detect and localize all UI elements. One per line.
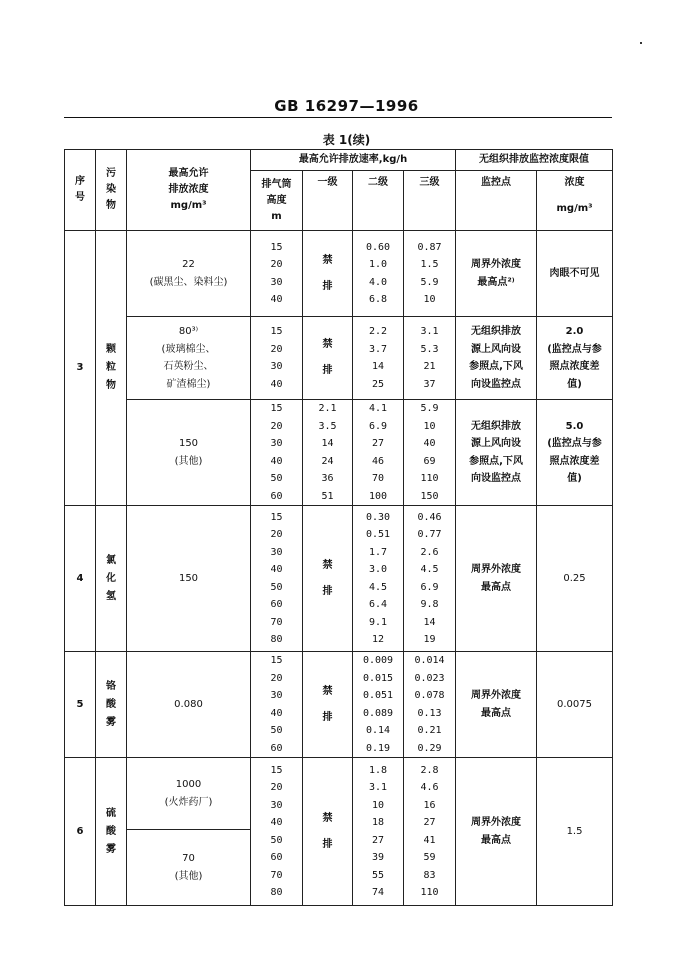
row-pollutant xyxy=(96,506,127,652)
cell-line: (玻璃棉尘、 xyxy=(161,343,216,355)
cell-line: 禁 xyxy=(322,812,333,824)
cell-line: 周界外浓度 xyxy=(471,259,522,270)
cell-line: 0.60 xyxy=(365,241,391,253)
grade1-cell xyxy=(303,317,353,400)
cell-line: 源上风向设 xyxy=(471,438,522,449)
cell-line: 30 xyxy=(270,276,283,288)
cell-line: 70 xyxy=(371,473,385,484)
max-concentration-cell xyxy=(127,758,251,830)
cell-line: 禁 xyxy=(322,339,333,350)
cell-line: 69 xyxy=(423,455,436,467)
cell-line: 3.7 xyxy=(368,343,388,355)
cell-line: 0.19 xyxy=(365,742,391,754)
cell-line: 肉眼不可见 xyxy=(549,267,600,279)
stack-height-cell xyxy=(251,317,303,400)
cell-line: 酸 xyxy=(106,825,116,837)
cell-line: 颗 xyxy=(106,344,116,355)
max-concentration-cell xyxy=(127,317,251,400)
cell-line: 3.1 xyxy=(368,782,388,793)
cell-line: 41 xyxy=(423,834,436,846)
cell-line: 最高点 xyxy=(481,707,512,719)
cell-line: 30 xyxy=(270,799,283,811)
header-pollutant xyxy=(96,150,127,231)
header-concentration: 浓度 mg/m³ xyxy=(537,171,613,231)
header-rule xyxy=(64,117,612,118)
monitor-point-cell xyxy=(456,231,537,317)
concentration-limit-cell xyxy=(537,506,613,652)
cell-line: 70 xyxy=(270,616,283,628)
cell-line: 0.051 xyxy=(362,690,394,701)
cell-line: 55 xyxy=(371,869,385,881)
cell-line: (其他) xyxy=(174,455,203,467)
cell-line: 60 xyxy=(270,490,283,502)
cell-line: 0.089 xyxy=(362,707,394,719)
cell-line: 物 xyxy=(106,200,116,211)
cell-line: 硫 xyxy=(106,807,116,819)
cell-line: 60 xyxy=(270,852,283,863)
cell-line: 20 xyxy=(270,529,283,540)
header-grade2: 二级 xyxy=(353,171,404,231)
cell-line: 0.21 xyxy=(417,725,442,736)
cell-line: 排 xyxy=(322,365,333,376)
cell-line: 0.009 xyxy=(362,655,394,666)
cell-line: 0.023 xyxy=(414,672,445,684)
cell-line: 36 xyxy=(321,473,334,484)
cell-line: 60 xyxy=(270,599,283,610)
grade3-cell xyxy=(404,758,456,906)
cell-line: 无组织排放 xyxy=(471,420,522,432)
cell-line: 0.87 xyxy=(417,241,442,253)
emission-standards-table xyxy=(64,149,613,906)
cell-line: 14 xyxy=(321,438,334,449)
cell-line: 3.5 xyxy=(318,420,337,432)
row-pollutant xyxy=(96,231,127,506)
stack-height-cell xyxy=(251,758,303,906)
cell-line: 最高点 xyxy=(481,581,512,593)
cell-line: 10 xyxy=(371,799,385,811)
cell-line: 0.13 xyxy=(417,707,442,719)
cell-line: 4.5 xyxy=(368,581,388,593)
stack-height-cell xyxy=(251,231,303,317)
cell-line: 5.0 xyxy=(565,420,584,432)
concentration-limit-cell xyxy=(537,317,613,400)
cell-line: 排 xyxy=(322,280,333,292)
grade3-cell xyxy=(404,231,456,317)
header-max-concentration xyxy=(127,150,251,231)
cell-line: 向设监控点 xyxy=(471,378,522,390)
max-concentration-cell xyxy=(127,830,251,906)
cell-line: 15 xyxy=(270,241,283,253)
cell-line: 2.1 xyxy=(318,403,337,414)
cell-line: 83 xyxy=(423,869,436,881)
cell-line: 15 xyxy=(270,764,283,776)
grade3-cell xyxy=(404,317,456,400)
cell-line: 3.1 xyxy=(420,326,439,337)
cell-line: 0.014 xyxy=(414,655,445,666)
cell-line: 19 xyxy=(423,634,436,645)
cell-line: 80³⁾ xyxy=(178,326,199,337)
cell-line: 0.015 xyxy=(362,672,394,684)
cell-line: 70 xyxy=(270,869,283,881)
cell-line: 1.5 xyxy=(420,259,439,270)
concentration-limit-cell xyxy=(537,400,613,506)
grade2-cell xyxy=(353,231,404,317)
cell-line: 40 xyxy=(270,564,283,575)
cell-line: 16 xyxy=(423,799,436,811)
cell-line: 40 xyxy=(270,455,283,467)
cell-line: 最高点 xyxy=(481,834,512,846)
cell-line: 高度 xyxy=(266,194,287,206)
cell-line: 20 xyxy=(270,259,283,270)
cell-line: 15 xyxy=(270,655,283,666)
cell-line: 14 xyxy=(371,361,385,372)
cell-line: 150 xyxy=(178,572,199,584)
cell-line: 5.9 xyxy=(420,276,439,288)
cell-line: 6.4 xyxy=(368,599,388,610)
header-stack-height xyxy=(251,171,303,231)
cell-line: 27 xyxy=(371,438,385,449)
page-mark xyxy=(640,42,642,44)
cell-line: 27 xyxy=(423,817,436,828)
grade3-cell xyxy=(404,506,456,652)
cell-line: 40 xyxy=(423,438,436,449)
cell-line: 70 xyxy=(182,853,195,864)
cell-line: 30 xyxy=(270,690,283,701)
stack-height-cell xyxy=(251,506,303,652)
header-grade3: 三级 xyxy=(404,171,456,231)
cell-line: 30 xyxy=(270,546,283,558)
cell-line: 110 xyxy=(420,473,439,484)
concentration-limit-cell xyxy=(537,758,613,906)
cell-line: 无组织排放 xyxy=(471,326,522,337)
concentration-limit-cell xyxy=(537,231,613,317)
row-seq: 6 xyxy=(65,758,96,906)
document-code: GB 16297—1996 xyxy=(274,97,419,115)
cell-line: 22 xyxy=(182,259,195,270)
cell-line: 9.1 xyxy=(368,616,388,628)
cell-line: 40 xyxy=(270,294,283,305)
cell-line: 化 xyxy=(106,572,116,584)
cell-line: 50 xyxy=(270,834,283,846)
cell-line: 15 xyxy=(270,511,283,523)
cell-line: 禁 xyxy=(322,254,333,266)
cell-line: 禁 xyxy=(322,685,333,697)
header-monitor-point: 监控点 xyxy=(456,171,537,231)
cell-line: 1.8 xyxy=(368,764,388,776)
cell-line: 雾 xyxy=(106,843,116,855)
cell-line: 照点浓度差 xyxy=(549,361,600,372)
cell-line: 2.8 xyxy=(420,764,439,776)
cell-line: 9.8 xyxy=(420,599,439,610)
cell-line: 源上风向设 xyxy=(471,343,522,355)
cell-line: 铬 xyxy=(106,680,116,692)
row-seq: 4 xyxy=(65,506,96,652)
cell-line: 46 xyxy=(371,455,385,467)
cell-line: (碳黑尘、染料尘) xyxy=(149,276,228,288)
stack-height-cell xyxy=(251,400,303,506)
cell-line: 4.6 xyxy=(420,782,439,793)
row-seq: 5 xyxy=(65,652,96,758)
cell-line: 20 xyxy=(270,782,283,793)
cell-line: 向设监控点 xyxy=(471,473,522,484)
grade2-cell xyxy=(353,317,404,400)
cell-line: 40 xyxy=(270,707,283,719)
cell-line: 4.5 xyxy=(420,564,439,575)
cell-line: 矿渣棉尘) xyxy=(166,378,211,390)
cell-line: 物 xyxy=(106,380,116,391)
max-concentration-cell xyxy=(127,231,251,317)
cell-line: 25 xyxy=(371,378,385,390)
grade3-cell xyxy=(404,400,456,506)
monitor-point-cell xyxy=(456,506,537,652)
cell-line: 10 xyxy=(423,294,436,305)
cell-line: 值) xyxy=(567,378,582,390)
cell-line: 5.3 xyxy=(420,343,439,355)
cell-line: 0.14 xyxy=(365,725,391,736)
cell-line: 20 xyxy=(270,343,283,355)
cell-line: 50 xyxy=(270,725,283,736)
row-pollutant xyxy=(96,758,127,906)
cell-line: 酸 xyxy=(106,698,116,710)
cell-line: (其他) xyxy=(174,870,203,882)
cell-line: 序 xyxy=(75,176,85,187)
cell-line: 14 xyxy=(423,616,436,628)
cell-line: 排 xyxy=(322,711,333,723)
grade1-cell xyxy=(303,400,353,506)
cell-line: (监控点与参 xyxy=(547,343,602,355)
cell-line: 0.29 xyxy=(417,742,442,754)
cell-line: 40 xyxy=(270,378,283,390)
max-concentration-cell xyxy=(127,400,251,506)
grade1-cell xyxy=(303,758,353,906)
cell-line: 1000 xyxy=(175,779,202,790)
cell-line: 15 xyxy=(270,326,283,337)
cell-line: 参照点,下风 xyxy=(469,361,523,372)
cell-line: 10 xyxy=(423,420,436,432)
cell-line: 80 xyxy=(270,634,283,645)
cell-line: 最高点²⁾ xyxy=(477,276,515,288)
cell-line: 染 xyxy=(106,184,116,195)
max-concentration-cell xyxy=(127,506,251,652)
cell-line: 50 xyxy=(270,473,283,484)
cell-line: 80 xyxy=(270,887,283,898)
cell-line: 100 xyxy=(368,490,388,502)
cell-line: 59 xyxy=(423,852,436,863)
cell-line: 60 xyxy=(270,742,283,754)
cell-line: (火炸药厂) xyxy=(164,796,213,808)
cell-line: 27 xyxy=(371,834,385,846)
cell-line: 21 xyxy=(423,361,436,372)
cell-line: 15 xyxy=(270,403,283,414)
cell-line: 雾 xyxy=(106,716,116,728)
cell-line: (监控点与参 xyxy=(547,438,602,449)
cell-line: 1.7 xyxy=(368,546,388,558)
concentration-limit-cell xyxy=(537,652,613,758)
stack-height-cell xyxy=(251,652,303,758)
cell-line: 排 xyxy=(322,838,333,850)
cell-line: 0.0075 xyxy=(557,698,593,710)
cell-line: 2.2 xyxy=(368,326,388,337)
cell-line: 18 xyxy=(371,817,385,828)
grade1-cell xyxy=(303,652,353,758)
cell-line: 排放浓度 xyxy=(168,184,209,195)
cell-line: 39 xyxy=(371,852,385,863)
cell-line: 最高允许 xyxy=(168,168,209,179)
cell-line: 1.5 xyxy=(566,825,583,837)
cell-line: 30 xyxy=(270,361,283,372)
cell-line: 参照点,下风 xyxy=(469,455,523,467)
cell-line: 6.9 xyxy=(368,420,388,432)
cell-line: 150 xyxy=(420,490,439,502)
cell-line: 氢 xyxy=(106,590,116,602)
cell-line: 排 xyxy=(322,585,333,597)
cell-line: 12 xyxy=(371,634,385,645)
cell-line: 4.1 xyxy=(368,403,388,414)
cell-line: 1.0 xyxy=(368,259,388,270)
cell-line: 2.6 xyxy=(420,546,439,558)
cell-line: 0.25 xyxy=(563,572,586,584)
cell-line: 污 xyxy=(106,168,116,179)
grade2-cell xyxy=(353,758,404,906)
cell-line: 排气筒 xyxy=(261,178,292,190)
cell-line: 0.51 xyxy=(365,529,391,540)
cell-line: 50 xyxy=(270,581,283,593)
cell-line: 周界外浓度 xyxy=(471,690,522,701)
header-emission-rate: 最高允许排放速率,kg/h xyxy=(251,150,456,171)
max-concentration-cell xyxy=(127,652,251,758)
cell-line: 3.0 xyxy=(368,564,388,575)
cell-line: 值) xyxy=(567,473,582,484)
cell-line: 37 xyxy=(423,378,436,390)
cell-line: 0.46 xyxy=(417,511,442,523)
cell-line: 粒 xyxy=(106,362,116,373)
cell-line: 20 xyxy=(270,420,283,432)
cell-line: 0.30 xyxy=(365,511,391,523)
grade2-cell xyxy=(353,400,404,506)
cell-line: 周界外浓度 xyxy=(471,564,522,575)
grade1-cell xyxy=(303,506,353,652)
grade2-cell xyxy=(353,652,404,758)
monitor-point-cell xyxy=(456,758,537,906)
cell-line: 20 xyxy=(270,672,283,684)
cell-line: 51 xyxy=(321,490,334,502)
header-grade1: 一级 xyxy=(303,171,353,231)
cell-line: 6.8 xyxy=(368,294,388,305)
cell-line: mg/m³ xyxy=(170,200,207,211)
header-seq xyxy=(65,150,96,231)
cell-line: 周界外浓度 xyxy=(471,817,522,828)
cell-line: 4.0 xyxy=(368,276,388,288)
cell-line: 5.9 xyxy=(420,403,439,414)
cell-line: 6.9 xyxy=(420,581,439,593)
monitor-point-cell xyxy=(456,652,537,758)
cell-line: 照点浓度差 xyxy=(549,455,600,467)
cell-line: 0.77 xyxy=(417,529,442,540)
cell-line: 24 xyxy=(321,455,334,467)
cell-line: 氯 xyxy=(106,554,116,566)
monitor-point-cell xyxy=(456,317,537,400)
cell-line: 2.0 xyxy=(565,326,584,337)
cell-line: 0.078 xyxy=(414,690,445,701)
table-title: 表 1(续) xyxy=(322,133,371,147)
cell-line: m xyxy=(271,210,282,222)
cell-line: 禁 xyxy=(322,559,333,571)
grade1-cell xyxy=(303,231,353,317)
cell-line: 74 xyxy=(371,887,385,898)
cell-line: 石英粉尘、 xyxy=(163,361,214,372)
cell-line: 150 xyxy=(178,438,199,449)
row-seq: 3 xyxy=(65,231,96,506)
monitor-point-cell xyxy=(456,400,537,506)
cell-line: 号 xyxy=(75,192,85,203)
header-unorganized-limit: 无组织排放监控浓度限值 xyxy=(456,150,613,171)
grade2-cell xyxy=(353,506,404,652)
grade3-cell xyxy=(404,652,456,758)
row-pollutant xyxy=(96,652,127,758)
cell-line: 110 xyxy=(420,887,439,898)
cell-line: 40 xyxy=(270,817,283,828)
cell-line: 30 xyxy=(270,438,283,449)
cell-line: 0.080 xyxy=(174,698,203,710)
